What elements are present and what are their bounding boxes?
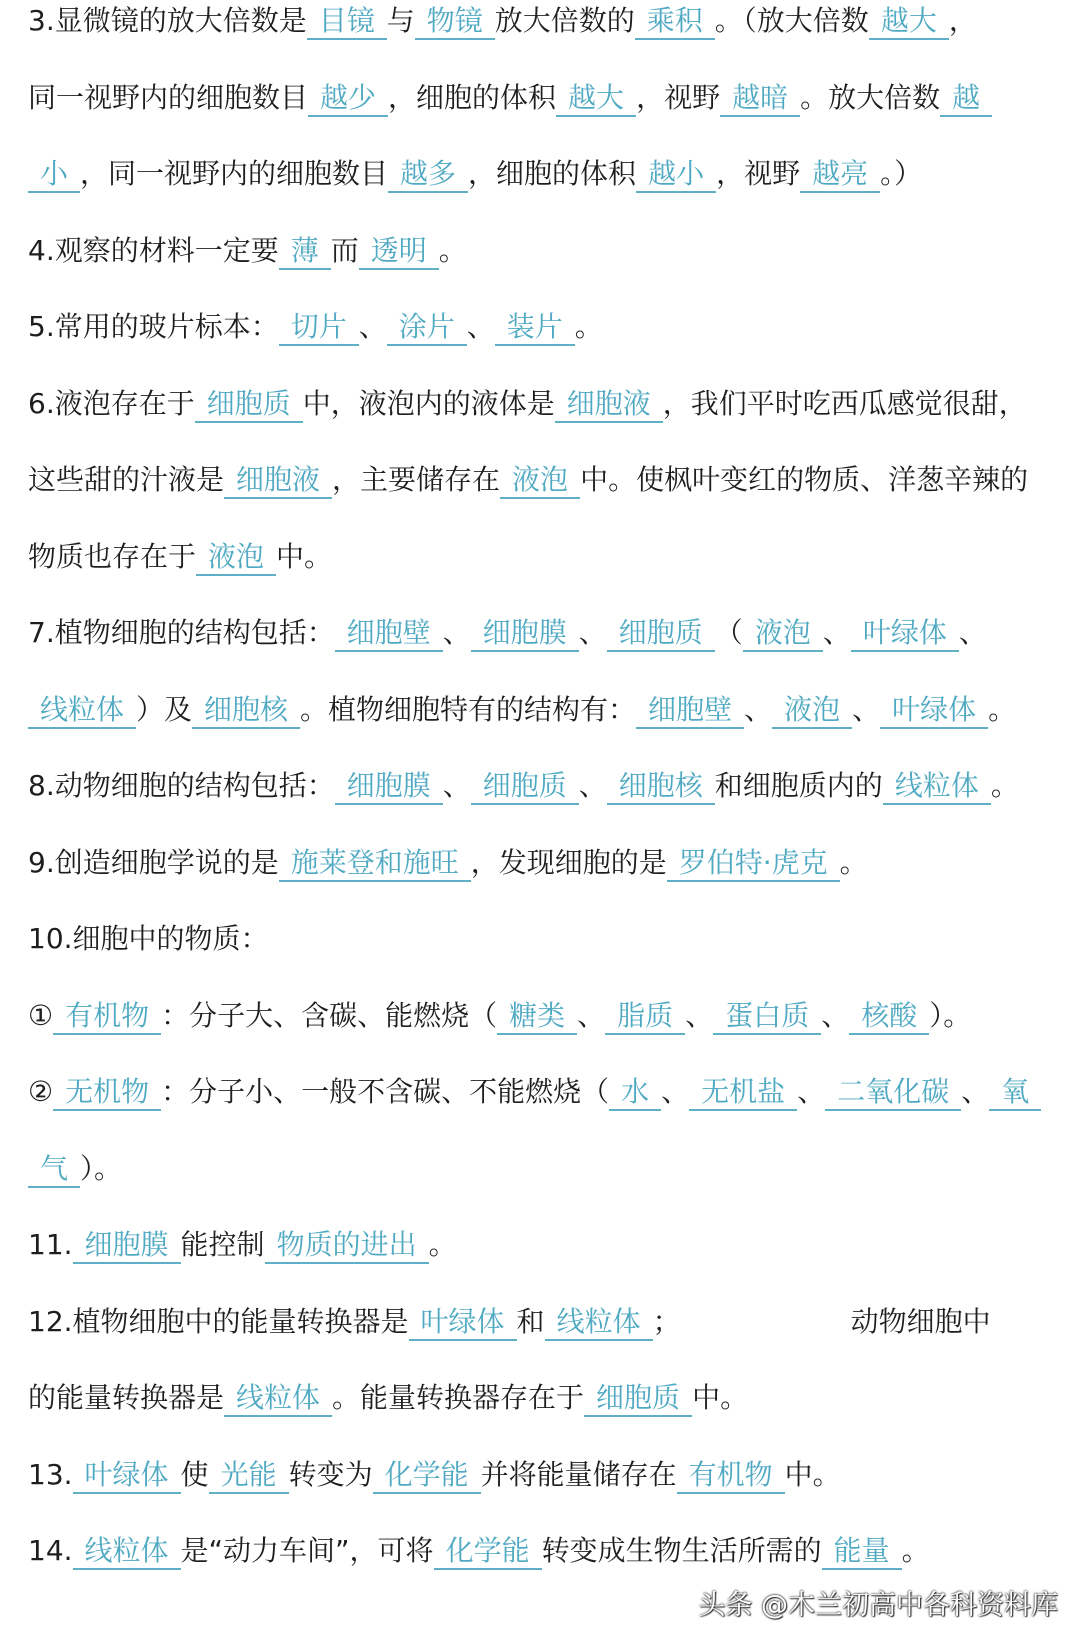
answer-blank: 气	[28, 1152, 80, 1188]
answer-blank: 细胞壁	[636, 693, 744, 729]
answer-blank: 涂片	[387, 310, 467, 346]
question-text: 、	[852, 692, 881, 726]
answer-blank: 氧	[989, 1075, 1041, 1111]
question-text: 中。	[784, 1457, 841, 1491]
answer-blank: 细胞膜	[73, 1228, 181, 1264]
answer-blank: 叶绿体	[409, 1305, 517, 1341]
answer-blank: 目镜	[307, 4, 387, 40]
answer-blank: 细胞质	[471, 769, 579, 805]
question-text: 与	[386, 4, 415, 37]
answer-blank: 施莱登和施旺	[279, 846, 471, 882]
question-text: 和细胞质内的	[714, 769, 883, 802]
question-text: 中，液泡内的液体是	[302, 386, 555, 420]
answer-blank: 越暗	[720, 81, 800, 117]
question-text: 、	[797, 1075, 826, 1108]
question-text: 14.	[28, 1534, 73, 1567]
text-line	[28, 914, 1074, 964]
answer-blank: 细胞核	[607, 769, 715, 805]
question-text: 的能量转换器是	[28, 1381, 225, 1414]
answer-blank: 薄	[279, 234, 331, 270]
answer-blank: 叶绿体	[73, 1458, 181, 1494]
question-text: ，发现细胞的是	[470, 845, 667, 879]
answer-blank: 线粒体	[883, 769, 991, 805]
answer-blank: 有机物	[677, 1458, 785, 1494]
question-text: ，细胞的体积	[468, 157, 637, 190]
question-text: 。	[839, 845, 868, 879]
question-text: 。（放大倍数	[714, 4, 869, 37]
answer-blank: 细胞膜	[335, 769, 443, 805]
text-line	[28, 1526, 1074, 1576]
text-line	[28, 226, 1074, 276]
answer-blank: 越	[940, 81, 992, 117]
question-text: 、	[466, 310, 495, 343]
answer-blank: 细胞液	[555, 387, 663, 423]
answer-blank: 无机物	[53, 1075, 161, 1111]
watermark: 头条 @木兰初高中各科资料库	[698, 1590, 1058, 1621]
question-text: 6.液泡存在于	[28, 386, 195, 420]
question-text: 动物细胞中	[850, 1304, 991, 1338]
text-line	[28, 608, 1074, 658]
question-text: 中。使枫叶变红的物质、洋葱辛辣的	[580, 463, 1029, 496]
question-text: 、	[685, 998, 714, 1032]
answer-blank: 细胞核	[192, 693, 300, 729]
answer-blank: 线粒体	[224, 1381, 332, 1417]
answer-blank: 叶绿体	[880, 693, 988, 729]
text-line	[28, 532, 1074, 582]
answer-blank: 化学能	[434, 1534, 542, 1570]
text-line	[28, 761, 1074, 811]
answer-blank: 水	[609, 1075, 661, 1111]
question-text: 、	[578, 769, 607, 802]
question-text: 、	[358, 310, 387, 343]
text-line	[28, 838, 1074, 888]
question-text: ；	[652, 1304, 681, 1338]
answer-blank: 脂质	[605, 999, 685, 1035]
question-text: 能控制	[180, 1228, 265, 1261]
question-text: 10.细胞中的物质：	[28, 922, 269, 955]
answer-blank: 装片	[495, 310, 575, 346]
question-text: ）。	[80, 1151, 123, 1185]
question-text: 、	[442, 616, 471, 649]
text-line	[28, 379, 1074, 429]
question-text: 。	[990, 769, 1019, 802]
answer-blank: 物镜	[415, 4, 495, 40]
question-text: 中。	[276, 539, 333, 573]
question-text: 中。	[692, 1381, 749, 1414]
question-text: 5.常用的玻片标本：	[28, 310, 279, 343]
question-text: 。放大倍数	[800, 80, 941, 114]
answer-blank: 核酸	[849, 999, 929, 1035]
question-text: ，同一视野内的细胞数目	[80, 157, 389, 190]
answer-blank: 化学能	[373, 1458, 481, 1494]
answer-blank: 细胞液	[224, 463, 332, 499]
question-text: （	[714, 616, 743, 649]
answer-blank: 二氧化碳	[825, 1075, 961, 1111]
question-text: 。植物细胞特有的结构有：	[300, 692, 637, 726]
answer-blank: 无机盐	[689, 1075, 797, 1111]
answer-blank: 线粒体	[545, 1305, 653, 1341]
text-line	[28, 1220, 1074, 1270]
answer-blank: 液泡	[772, 693, 852, 729]
text-line	[28, 0, 1074, 46]
answer-blank: 蛋白质	[713, 999, 821, 1035]
answer-blank: 越大	[556, 81, 636, 117]
question-text: ①	[28, 998, 54, 1032]
question-text: 。	[574, 310, 603, 343]
answer-blank: 细胞膜	[471, 616, 579, 652]
question-text: 。能量转换器存在于	[332, 1381, 585, 1414]
question-text: 同一视野内的细胞数目	[28, 80, 309, 114]
answer-blank: 越多	[388, 157, 468, 193]
question-text: 4.观察的材料一定要	[28, 233, 279, 267]
text-line	[28, 1297, 1074, 1347]
text-line	[28, 1373, 1074, 1423]
question-text: 是“动力车间”，可将	[180, 1534, 434, 1567]
answer-blank: 液泡	[196, 540, 276, 576]
text-line	[28, 1144, 1074, 1194]
answer-blank: 糖类	[497, 999, 577, 1035]
question-text: 、	[821, 998, 850, 1032]
question-text: ，主要储存在	[332, 463, 501, 496]
question-text: ，视野	[636, 80, 721, 114]
question-text: 、	[578, 616, 607, 649]
question-text: 3.显微镜的放大倍数是	[28, 4, 307, 37]
question-text: ，我们平时吃西瓜感觉很甜，	[662, 386, 1027, 420]
answer-blank: 细胞质	[607, 616, 715, 652]
question-text: ）。	[929, 998, 972, 1032]
answer-blank: 叶绿体	[851, 616, 959, 652]
answer-blank: 液泡	[743, 616, 823, 652]
answer-blank: 透明	[359, 234, 439, 270]
question-text: 。	[428, 1228, 457, 1261]
question-text: 。）	[880, 157, 923, 190]
answer-blank: 小	[28, 157, 80, 193]
question-text: 而	[330, 233, 359, 267]
question-text: 这些甜的汁液是	[28, 463, 225, 496]
question-text: ：分子小、一般不含碳、不能燃烧（	[161, 1075, 610, 1108]
answer-blank: 乘积	[635, 4, 715, 40]
answer-blank: 细胞质	[584, 1381, 692, 1417]
answer-blank: 越大	[869, 4, 949, 40]
answer-blank: 线粒体	[28, 693, 136, 729]
question-text: 使	[180, 1457, 209, 1491]
text-line	[28, 455, 1074, 505]
question-text: ，细胞的体积	[388, 80, 557, 114]
text-line	[28, 302, 1074, 352]
question-text: 。	[988, 692, 1017, 726]
answer-blank: 能量	[822, 1534, 902, 1570]
question-text: 、	[961, 1075, 990, 1108]
question-text: 。	[438, 233, 467, 267]
text-line	[28, 1067, 1074, 1117]
text-line	[28, 149, 1074, 199]
question-text: ，视野	[716, 157, 801, 190]
question-text: ：分子大、含碳、能燃烧（	[161, 998, 498, 1032]
answer-blank: 越少	[308, 81, 388, 117]
question-text: 12.植物细胞中的能量转换器是	[28, 1304, 409, 1338]
question-text: 。	[901, 1534, 930, 1567]
question-text: ，	[948, 4, 977, 37]
question-text: 放大倍数的	[494, 4, 635, 37]
question-text: 和	[516, 1304, 545, 1338]
answer-blank: 细胞壁	[335, 616, 443, 652]
text-line	[28, 1450, 1074, 1500]
question-text: 11.	[28, 1228, 73, 1261]
answer-blank: 越亮	[800, 157, 880, 193]
question-text: ）及	[136, 692, 193, 726]
question-text: 、	[744, 692, 773, 726]
question-text: ②	[28, 1075, 54, 1108]
answer-blank: 切片	[279, 310, 359, 346]
question-text: 7.植物细胞的结构包括：	[28, 616, 335, 649]
answer-blank: 罗伯特·虎克	[667, 846, 840, 882]
question-text: 转变为	[288, 1457, 373, 1491]
text-line	[28, 73, 1074, 123]
question-text: 、	[822, 616, 851, 649]
answer-blank: 有机物	[53, 999, 161, 1035]
question-text: 并将能量储存在	[480, 1457, 677, 1491]
question-text: 、	[958, 616, 987, 649]
answer-blank: 液泡	[500, 463, 580, 499]
answer-blank: 光能	[209, 1458, 289, 1494]
question-text: 、	[577, 998, 606, 1032]
text-line	[28, 991, 1074, 1041]
question-text: 8.动物细胞的结构包括：	[28, 769, 335, 802]
answer-blank: 物质的进出	[265, 1228, 429, 1264]
question-text: 、	[661, 1075, 690, 1108]
text-line	[28, 685, 1074, 735]
question-text: 、	[442, 769, 471, 802]
question-text: 物质也存在于	[28, 539, 197, 573]
question-text: 转变成生物生活所需的	[541, 1534, 822, 1567]
answer-blank: 细胞质	[195, 387, 303, 423]
answer-blank: 线粒体	[73, 1534, 181, 1570]
question-text: 13.	[28, 1457, 73, 1491]
answer-blank: 越小	[636, 157, 716, 193]
question-text: 9.创造细胞学说的是	[28, 845, 279, 879]
